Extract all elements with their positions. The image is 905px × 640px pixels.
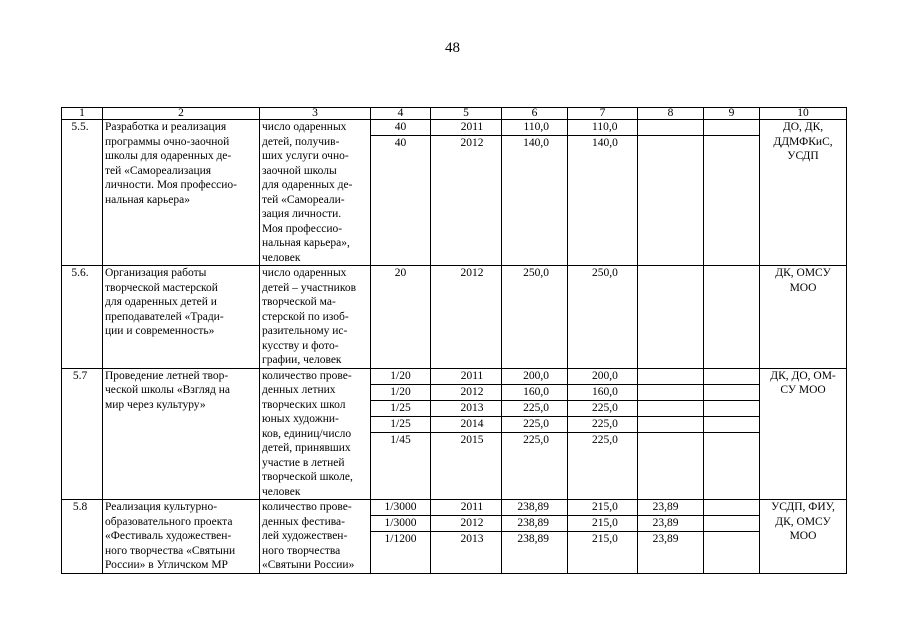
other-funding — [704, 266, 760, 369]
responsible-line: ДК, ДО, ОМ- — [770, 369, 836, 382]
other-funding-value — [704, 401, 759, 417]
local-funding-value — [638, 369, 703, 385]
regional-funding-value: 225,0 — [568, 401, 637, 417]
column-number: 2 — [103, 108, 260, 120]
activity-name — [103, 368, 260, 500]
year-value: 2011 — [431, 120, 501, 136]
target-value — [371, 120, 431, 266]
total-funding — [502, 500, 568, 574]
target-value-value: 1/3000 — [371, 500, 430, 516]
other-funding-value — [704, 266, 759, 281]
item-number: 5.5. — [62, 120, 103, 266]
responsible-line: ДК, ОМСУ — [775, 515, 831, 528]
table-row — [62, 368, 847, 500]
regional-funding-value: 225,0 — [592, 433, 618, 446]
activity-name-line: ческой школы «Взгляд на — [105, 384, 230, 396]
responsible-line: МОО — [789, 530, 817, 542]
target-value-value: 40 — [371, 120, 430, 136]
indicator-line: количество прове- — [262, 369, 352, 382]
responsible — [760, 368, 847, 500]
responsible-line: СУ МОО — [780, 384, 826, 396]
activity-name-line: преподавателей «Тради- — [105, 310, 224, 323]
indicator-line: ного творчества — [262, 544, 341, 557]
activity-name-line: тей «Самореализация — [105, 164, 212, 177]
local-funding-value: 23,89 — [638, 500, 703, 516]
indicator-line: человек — [262, 485, 301, 498]
indicator-line: участие в летней — [262, 456, 345, 469]
indicator-line: зация личности. — [262, 208, 342, 220]
target-value-value: 1/1200 — [384, 533, 417, 545]
year — [431, 500, 502, 574]
column-number: 7 — [568, 108, 638, 120]
indicator-line: заочной школы — [262, 164, 337, 177]
target-value-value: 1/20 — [371, 369, 430, 385]
column-number: 3 — [260, 108, 371, 120]
indicator-line: лей художествен- — [262, 530, 348, 542]
column-number: 10 — [760, 108, 847, 120]
local-funding-value: 23,89 — [652, 533, 679, 545]
target-value-value: 20 — [394, 267, 407, 279]
other-funding-value — [704, 532, 759, 547]
other-funding — [704, 120, 760, 266]
indicator-line: Моя профессио- — [262, 222, 343, 235]
indicator-line: юных художни- — [262, 413, 339, 425]
target-value — [371, 500, 431, 574]
year — [431, 120, 502, 266]
column-number: 6 — [502, 108, 568, 120]
total-funding-value: 225,0 — [502, 401, 567, 417]
activity-name-line: Разработка и реализация — [105, 121, 227, 133]
regional-funding — [568, 266, 638, 369]
indicator-line: детей, принявших — [262, 442, 351, 454]
responsible-line: ДО, ДК, — [782, 121, 824, 133]
activity-name-line: творческой мастерской — [105, 281, 218, 294]
responsible — [760, 266, 847, 369]
local-funding-value — [638, 417, 703, 433]
indicator-line: для одаренных де- — [262, 179, 353, 191]
regional-funding-value: 140,0 — [592, 137, 618, 149]
column-number: 9 — [704, 108, 760, 120]
indicator-line: число одаренных — [262, 267, 347, 279]
local-funding — [638, 266, 704, 369]
indicator-line: нальная карьера», — [262, 237, 350, 249]
activity-name-line: ного творчества «Святыни — [105, 544, 236, 557]
responsible — [760, 500, 847, 574]
year-value: 2011 — [431, 369, 501, 385]
indicator-line: число одаренных — [262, 121, 347, 133]
table-row — [62, 266, 847, 369]
regional-funding-value: 215,0 — [568, 500, 637, 516]
column-number-row — [62, 108, 847, 120]
total-funding-value: 238,89 — [502, 516, 567, 532]
total-funding-value: 250,0 — [523, 267, 549, 279]
indicator — [260, 368, 371, 500]
indicator-line: разительному ис- — [262, 325, 348, 337]
regional-funding-value: 160,0 — [568, 385, 637, 401]
item-number: 5.8 — [62, 500, 103, 574]
year-value: 2015 — [460, 433, 484, 446]
other-funding-value — [704, 369, 759, 385]
activity-name-line: Проведение летней твор- — [105, 369, 229, 382]
activity-name-line: нальная карьера» — [105, 193, 190, 206]
regional-funding-value: 225,0 — [568, 417, 637, 433]
responsible-line: УСДП — [787, 150, 819, 162]
indicator-line: тей «Самореали- — [262, 193, 345, 206]
other-funding — [704, 368, 760, 500]
activity-name-line: Реализация культурно- — [105, 501, 218, 513]
column-number: 1 — [62, 108, 103, 120]
local-funding-value — [638, 433, 703, 448]
target-value-value: 1/20 — [371, 385, 430, 401]
regional-funding — [568, 500, 638, 574]
total-funding-value: 225,0 — [523, 433, 549, 446]
target-value-value: 1/25 — [371, 401, 430, 417]
total-funding-value: 238,89 — [517, 533, 549, 545]
total-funding-value: 140,0 — [523, 137, 549, 149]
local-funding-value — [638, 401, 703, 417]
regional-funding-value: 215,0 — [592, 533, 618, 545]
total-funding-value: 110,0 — [502, 120, 567, 136]
activity-name-line: программы очно-заочной — [105, 135, 230, 148]
local-funding-value: 23,89 — [638, 516, 703, 532]
responsible-line: ДДМФКиС, — [773, 135, 833, 148]
column-number: 4 — [371, 108, 431, 120]
responsible-line: МОО — [789, 281, 817, 294]
indicator-line: кусству и фото- — [262, 339, 339, 352]
other-funding-value — [704, 516, 759, 532]
responsible-line: УСДП, ФИУ, — [771, 501, 835, 513]
activity-name-line: образовательного проекта — [105, 515, 233, 528]
total-funding-value: 238,89 — [502, 500, 567, 516]
year-value: 2012 — [431, 385, 501, 401]
year-value: 2011 — [431, 500, 501, 516]
program-table — [61, 107, 847, 574]
target-value-value: 1/45 — [390, 433, 411, 446]
target-value-value: 1/3000 — [371, 516, 430, 532]
total-funding-value: 160,0 — [502, 385, 567, 401]
year — [431, 266, 502, 369]
year-value: 2012 — [460, 137, 484, 149]
year-value: 2014 — [431, 417, 501, 433]
regional-funding-value: 215,0 — [568, 516, 637, 532]
activity-name — [103, 266, 260, 369]
regional-funding-value: 110,0 — [568, 120, 637, 136]
regional-funding-value: 250,0 — [592, 267, 618, 279]
local-funding-value — [638, 266, 703, 281]
indicator-line: ков, единиц/число — [262, 427, 352, 440]
item-number: 5.7 — [62, 368, 103, 500]
responsible — [760, 120, 847, 266]
indicator-line: творческой школе, — [262, 471, 353, 483]
column-number: 8 — [638, 108, 704, 120]
local-funding — [638, 120, 704, 266]
activity-name-line: школы для одаренных де- — [105, 150, 232, 162]
column-number: 5 — [431, 108, 502, 120]
item-number: 5.6. — [62, 266, 103, 369]
total-funding — [502, 266, 568, 369]
indicator-line: человек — [262, 251, 301, 264]
local-funding — [638, 500, 704, 574]
total-funding — [502, 120, 568, 266]
total-funding — [502, 368, 568, 500]
activity-name-line: Организация работы — [105, 267, 207, 279]
target-value-value: 1/25 — [371, 417, 430, 433]
year-value: 2013 — [460, 533, 484, 545]
activity-name-line: России» в Угличском МР — [105, 559, 228, 571]
other-funding-value — [704, 500, 759, 516]
activity-name-line: «Фестиваль художествен- — [105, 530, 232, 542]
activity-name-line: мир через культуру» — [105, 398, 206, 411]
target-value — [371, 368, 431, 500]
other-funding-value — [704, 120, 759, 136]
responsible-line: ДК, ОМСУ — [775, 267, 831, 279]
total-funding-value: 200,0 — [502, 369, 567, 385]
table-row — [62, 500, 847, 574]
local-funding — [638, 368, 704, 500]
indicator — [260, 500, 371, 574]
regional-funding-value: 200,0 — [568, 369, 637, 385]
local-funding-value — [638, 136, 703, 151]
local-funding-value — [638, 120, 703, 136]
other-funding-value — [704, 136, 759, 151]
regional-funding — [568, 120, 638, 266]
indicator-line: графии, человек — [262, 354, 342, 366]
target-value-value: 40 — [394, 137, 407, 149]
year — [431, 368, 502, 500]
indicator — [260, 120, 371, 266]
indicator-line: количество прове- — [262, 501, 352, 513]
activity-name — [103, 500, 260, 574]
activity-name-line: для одаренных детей и — [105, 296, 217, 308]
indicator-line: стерской по изоб- — [262, 310, 349, 323]
other-funding-value — [704, 433, 759, 448]
indicator-line: ших услуги очно- — [262, 150, 349, 162]
total-funding-value: 225,0 — [502, 417, 567, 433]
year-value: 2013 — [431, 401, 501, 417]
other-funding-value — [704, 385, 759, 401]
indicator-line: детей – участников — [262, 281, 356, 294]
target-value — [371, 266, 431, 369]
local-funding-value — [638, 385, 703, 401]
other-funding-value — [704, 417, 759, 433]
table-row — [62, 120, 847, 266]
indicator-line: «Святыни России» — [262, 559, 355, 571]
year-value: 2012 — [431, 516, 501, 532]
activity-name-line: ции и современность» — [105, 325, 215, 337]
indicator-line: денных летних — [262, 384, 336, 396]
other-funding — [704, 500, 760, 574]
indicator — [260, 266, 371, 369]
year-value: 2012 — [460, 267, 484, 279]
indicator-line: денных фестива- — [262, 515, 345, 528]
indicator-line: творческой ма- — [262, 296, 336, 308]
activity-name-line: личности. Моя профессио- — [105, 179, 237, 191]
page-number: 48 — [445, 40, 460, 56]
regional-funding — [568, 368, 638, 500]
indicator-line: творческих школ — [262, 398, 346, 411]
indicator-line: детей, получив- — [262, 135, 340, 148]
activity-name — [103, 120, 260, 266]
